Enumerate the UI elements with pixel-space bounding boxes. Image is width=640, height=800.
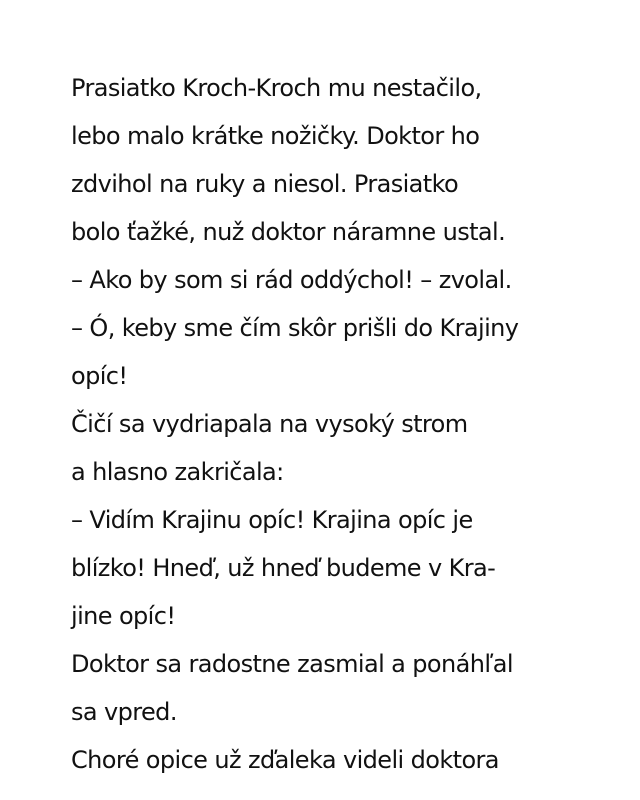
story-text [71,64,611,784]
text-line: Choré opice už zďaleka videli doktora [71,746,499,774]
text-line: zdvihol na ruky a niesol. Prasiatko [71,170,459,198]
text-line: – Ako by som si rád oddýchol! – zvolal. [71,266,512,294]
text-line: – Vidím Krajinu opíc! Krajina opíc je [71,506,473,534]
text-line: lebo malo krátke nožičky. Doktor ho [71,122,480,150]
text-line: blízko! Hneď, už hneď budeme v Kra- [71,554,496,582]
text-line: bolo ťažké, nuž doktor náramne ustal. [71,218,506,246]
text-line: sa vpred. [71,698,177,726]
text-line: Čičí sa vydriapala na vysoký strom [71,410,468,438]
text-line: jine opíc! [71,602,176,630]
text-line: – Ó, keby sme čím skôr prišli do Krajiny [71,314,519,342]
text-line: opíc! [71,362,128,390]
text-line: a hlasno zakričala: [71,458,284,486]
text-line: Doktor sa radostne zasmial a ponáhľal [71,650,513,678]
text-line: Prasiatko Kroch-Kroch mu nestačilo, [71,74,482,102]
